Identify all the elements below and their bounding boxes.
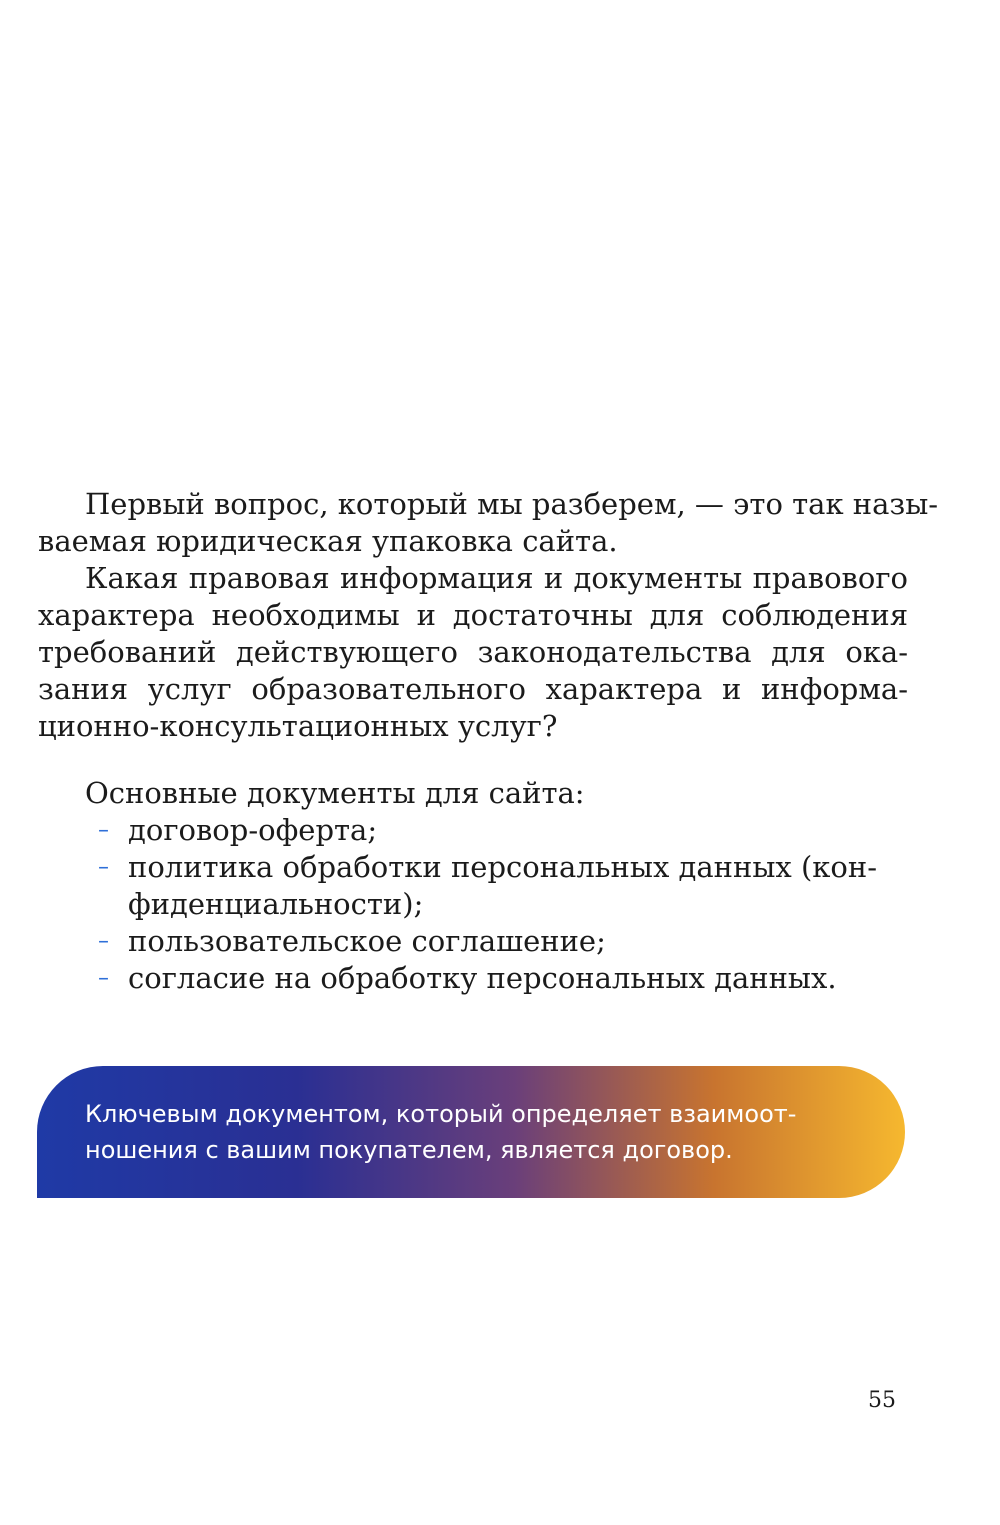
list-item-text: договор-оферта; — [128, 813, 378, 847]
text-line: ционно-консультационных услуг? — [38, 709, 558, 743]
body-text — [38, 486, 939, 997]
list-item — [38, 812, 908, 849]
paragraph-1 — [38, 486, 939, 560]
list-item-text: фиденциальности); — [128, 887, 424, 921]
list-item — [38, 849, 908, 923]
list-item-text: пользовательское соглашение; — [128, 924, 606, 958]
text-line: характера необходимы и достаточны для соблюдения — [38, 598, 908, 632]
page-number: 55 — [868, 1388, 896, 1413]
list-item-text: согласие на обработку персональных данных. — [128, 961, 837, 995]
dash-bullet-icon: – — [98, 929, 109, 954]
text-line: ваемая юридическая упаковка сайта. — [38, 524, 618, 558]
dash-bullet-icon: – — [98, 818, 109, 843]
callout-line: ношения с вашим покупателем, является договор. — [85, 1136, 733, 1164]
list-item — [38, 960, 908, 997]
highlight-callout — [37, 1066, 905, 1198]
callout-text — [85, 1096, 885, 1168]
text-line: зания услуг образовательного характера и информа- — [38, 672, 908, 706]
dash-bullet-icon: – — [98, 855, 109, 880]
list-title: Основные документы для сайта: — [85, 776, 585, 810]
paragraph-gap — [38, 745, 908, 775]
list-item — [38, 923, 908, 960]
text-line: требований действующего законодательства для ока- — [38, 635, 908, 669]
list-item-text: политика обработки персональных данных (кон- — [128, 850, 878, 884]
documents-list-section — [38, 775, 908, 997]
text-line: Какая правовая информация и документы правового — [85, 561, 908, 595]
callout-line: Ключевым документом, который определяет взаимоот- — [85, 1100, 797, 1128]
dash-bullet-icon: – — [98, 966, 109, 991]
paragraph-2 — [38, 560, 908, 745]
text-line: Первый вопрос, который мы разберем, — это так назы- — [85, 487, 939, 521]
documents-list — [38, 812, 908, 997]
